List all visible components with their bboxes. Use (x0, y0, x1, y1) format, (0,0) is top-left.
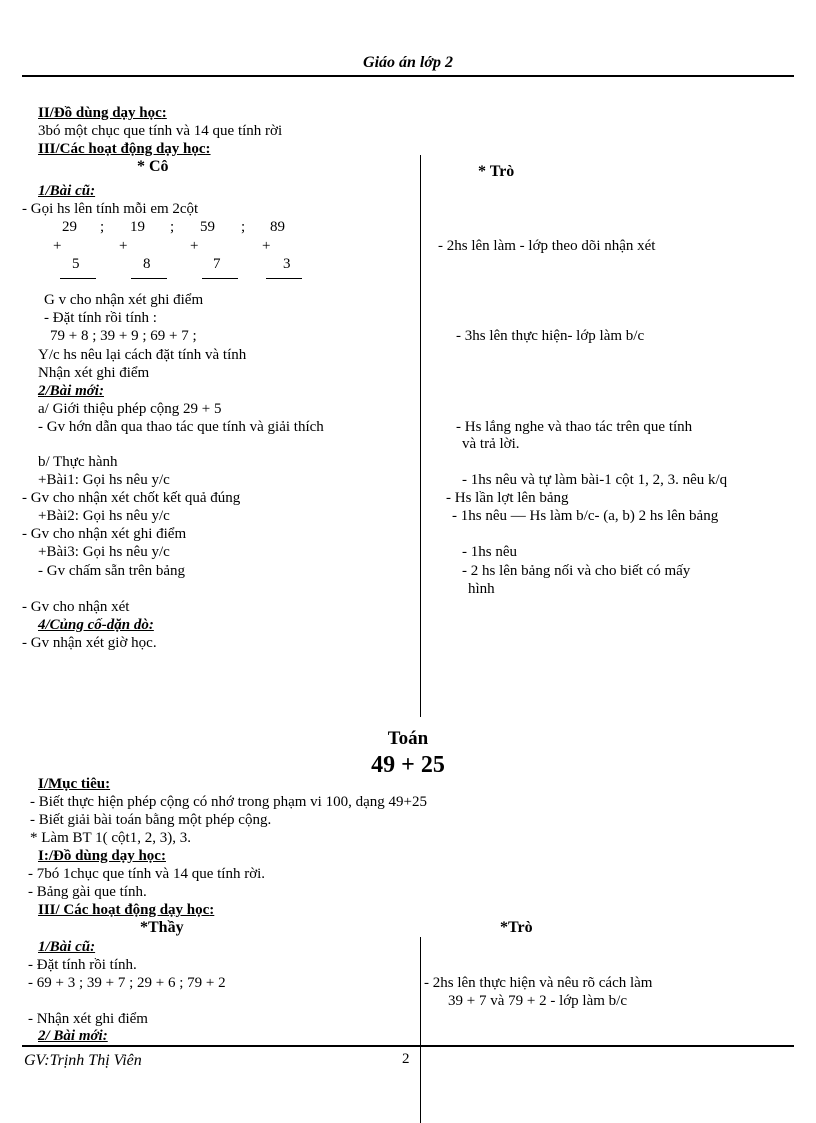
student-line: 39 + 7 và 79 + 2 - lớp làm b/c (448, 993, 627, 1009)
teacher-line: - Nhận xét ghi điểm (28, 1011, 148, 1027)
student-line: - 2 hs lên bảng nối và cho biết có mấy (462, 563, 691, 579)
calc-number: 3 (283, 256, 291, 272)
student-line: - 2hs lên thực hiện và nêu rõ cách làm (424, 975, 653, 991)
calc-number: 89 (270, 219, 285, 235)
consolidate-heading: 4/Củng cố-dặn dò: (38, 617, 154, 633)
teacher-line: 79 + 8 ; 39 + 9 ; 69 + 7 ; (50, 328, 197, 344)
teacher-line: a/ Giới thiệu phép cộng 29 + 5 (38, 401, 222, 417)
teacher-line: b/ Thực hành (38, 454, 118, 470)
plus-sign: + (262, 238, 271, 254)
calc-underline (60, 278, 96, 279)
objectives-heading: I/Mục tiêu: (38, 776, 111, 792)
column-divider (420, 155, 421, 717)
activities-heading: III/ Các hoạt động dạy học: (38, 902, 215, 918)
subject-title: Toán (387, 728, 429, 749)
teacher-line: G v cho nhận xét ghi điểm (44, 292, 204, 308)
student-line: - 1hs nêu và tự làm bài-1 cột 1, 2, 3. nêu k/q (462, 472, 728, 488)
teacher-line: - Gv cho nhận xét (22, 599, 130, 615)
teacher-line: - Gv nhận xét giờ học. (22, 635, 157, 651)
teacher-line: +Bài2: Gọi hs nêu y/c (38, 508, 170, 524)
teacher-line: - Đặt tính rồi tính : (44, 310, 157, 326)
calc-number: 7 (213, 256, 221, 272)
old-lesson-heading: 1/Bài cũ: (38, 939, 96, 955)
teacher-column-header: *Thầy (140, 919, 184, 936)
header-title: Giáo án lớp 2 (363, 54, 453, 71)
objective-line: * Làm BT 1( cột1, 2, 3), 3. (30, 830, 191, 846)
calc-number: 19 (130, 219, 145, 235)
lesson-title: 49 + 25 (371, 752, 445, 778)
objective-line: - Biết thực hiện phép cộng có nhớ trong phạm vi 100, dạng 49+25 (30, 794, 427, 810)
student-line: - 1hs nêu — Hs làm b/c- (a, b) 2 hs lên bảng (452, 508, 719, 524)
calc-underline (202, 278, 238, 279)
equipment-heading: II/Đồ dùng dạy học: (38, 105, 167, 121)
footer-rule (22, 1045, 794, 1047)
column-divider (420, 937, 421, 1123)
equipment-line: - Bảng gài que tính. (28, 884, 147, 900)
teacher-line: - Gv cho nhận xét ghi điểm (22, 526, 187, 542)
footer-author: GV:Trịnh Thị Viên (24, 1052, 142, 1069)
activities-heading: III/Các hoạt động dạy học: (38, 141, 211, 157)
student-line: - Hs lắng nghe và thao tác trên que tính (456, 419, 693, 435)
calc-separator: ; (170, 219, 175, 235)
teacher-line: +Bài1: Gọi hs nêu y/c (38, 472, 170, 488)
calc-number: 29 (62, 219, 77, 235)
student-line: - 2hs lên làm - lớp theo dõi nhận xét (438, 238, 656, 254)
calc-number: 59 (200, 219, 215, 235)
calc-separator: ; (100, 219, 105, 235)
objective-line: - Biết giải bài toán bằng một phép cộng. (30, 812, 272, 828)
teacher-line: - Gọi hs lên tính mỗi em 2cột (22, 201, 199, 217)
student-line: - 3hs lên thực hiện- lớp làm b/c (456, 328, 645, 344)
new-lesson-heading: 2/ Bài mới: (38, 1028, 108, 1044)
student-column-header: * Trò (478, 163, 515, 180)
teacher-line: - Gv hớn dẫn qua thao tác que tính và giải thích (38, 419, 324, 435)
teacher-line: - 69 + 3 ; 39 + 7 ; 29 + 6 ; 79 + 2 (28, 975, 226, 991)
plus-sign: + (119, 238, 128, 254)
student-line: và trả lời. (462, 436, 520, 452)
teacher-line: - Đặt tính rồi tính. (28, 957, 137, 973)
teacher-line: - Gv chấm sẵn trên bảng (38, 563, 186, 579)
new-lesson-heading: 2/Bài mới: (38, 383, 104, 399)
plus-sign: + (190, 238, 199, 254)
calc-number: 8 (143, 256, 151, 272)
equipment-text: 3bó một chục que tính và 14 que tính rời (38, 123, 283, 139)
old-lesson-heading: 1/Bài cũ: (38, 183, 96, 199)
equipment-line: - 7bó 1chục que tính và 14 que tính rời. (28, 866, 266, 882)
student-line: hình (468, 581, 495, 597)
calc-underline (131, 278, 167, 279)
teacher-line: - Gv cho nhận xét chốt kết quả đúng (22, 490, 241, 506)
teacher-line: Nhận xét ghi điểm (38, 365, 150, 381)
calc-underline (266, 278, 302, 279)
calc-number: 5 (72, 256, 80, 272)
equipment-heading: I:/Đồ dùng dạy học: (38, 848, 166, 864)
plus-sign: + (53, 238, 62, 254)
page-number: 2 (402, 1051, 410, 1067)
teacher-line: +Bài3: Gọi hs nêu y/c (38, 544, 170, 560)
student-line: - Hs lần lợt lên bảng (446, 490, 569, 506)
teacher-column-header: * Cô (137, 158, 169, 175)
calc-separator: ; (241, 219, 246, 235)
teacher-line: Y/c hs nêu lại cách đặt tính và tính (38, 347, 247, 363)
student-column-header: *Trò (500, 919, 533, 936)
student-line: - 1hs nêu (462, 544, 517, 560)
header-rule (22, 75, 794, 77)
